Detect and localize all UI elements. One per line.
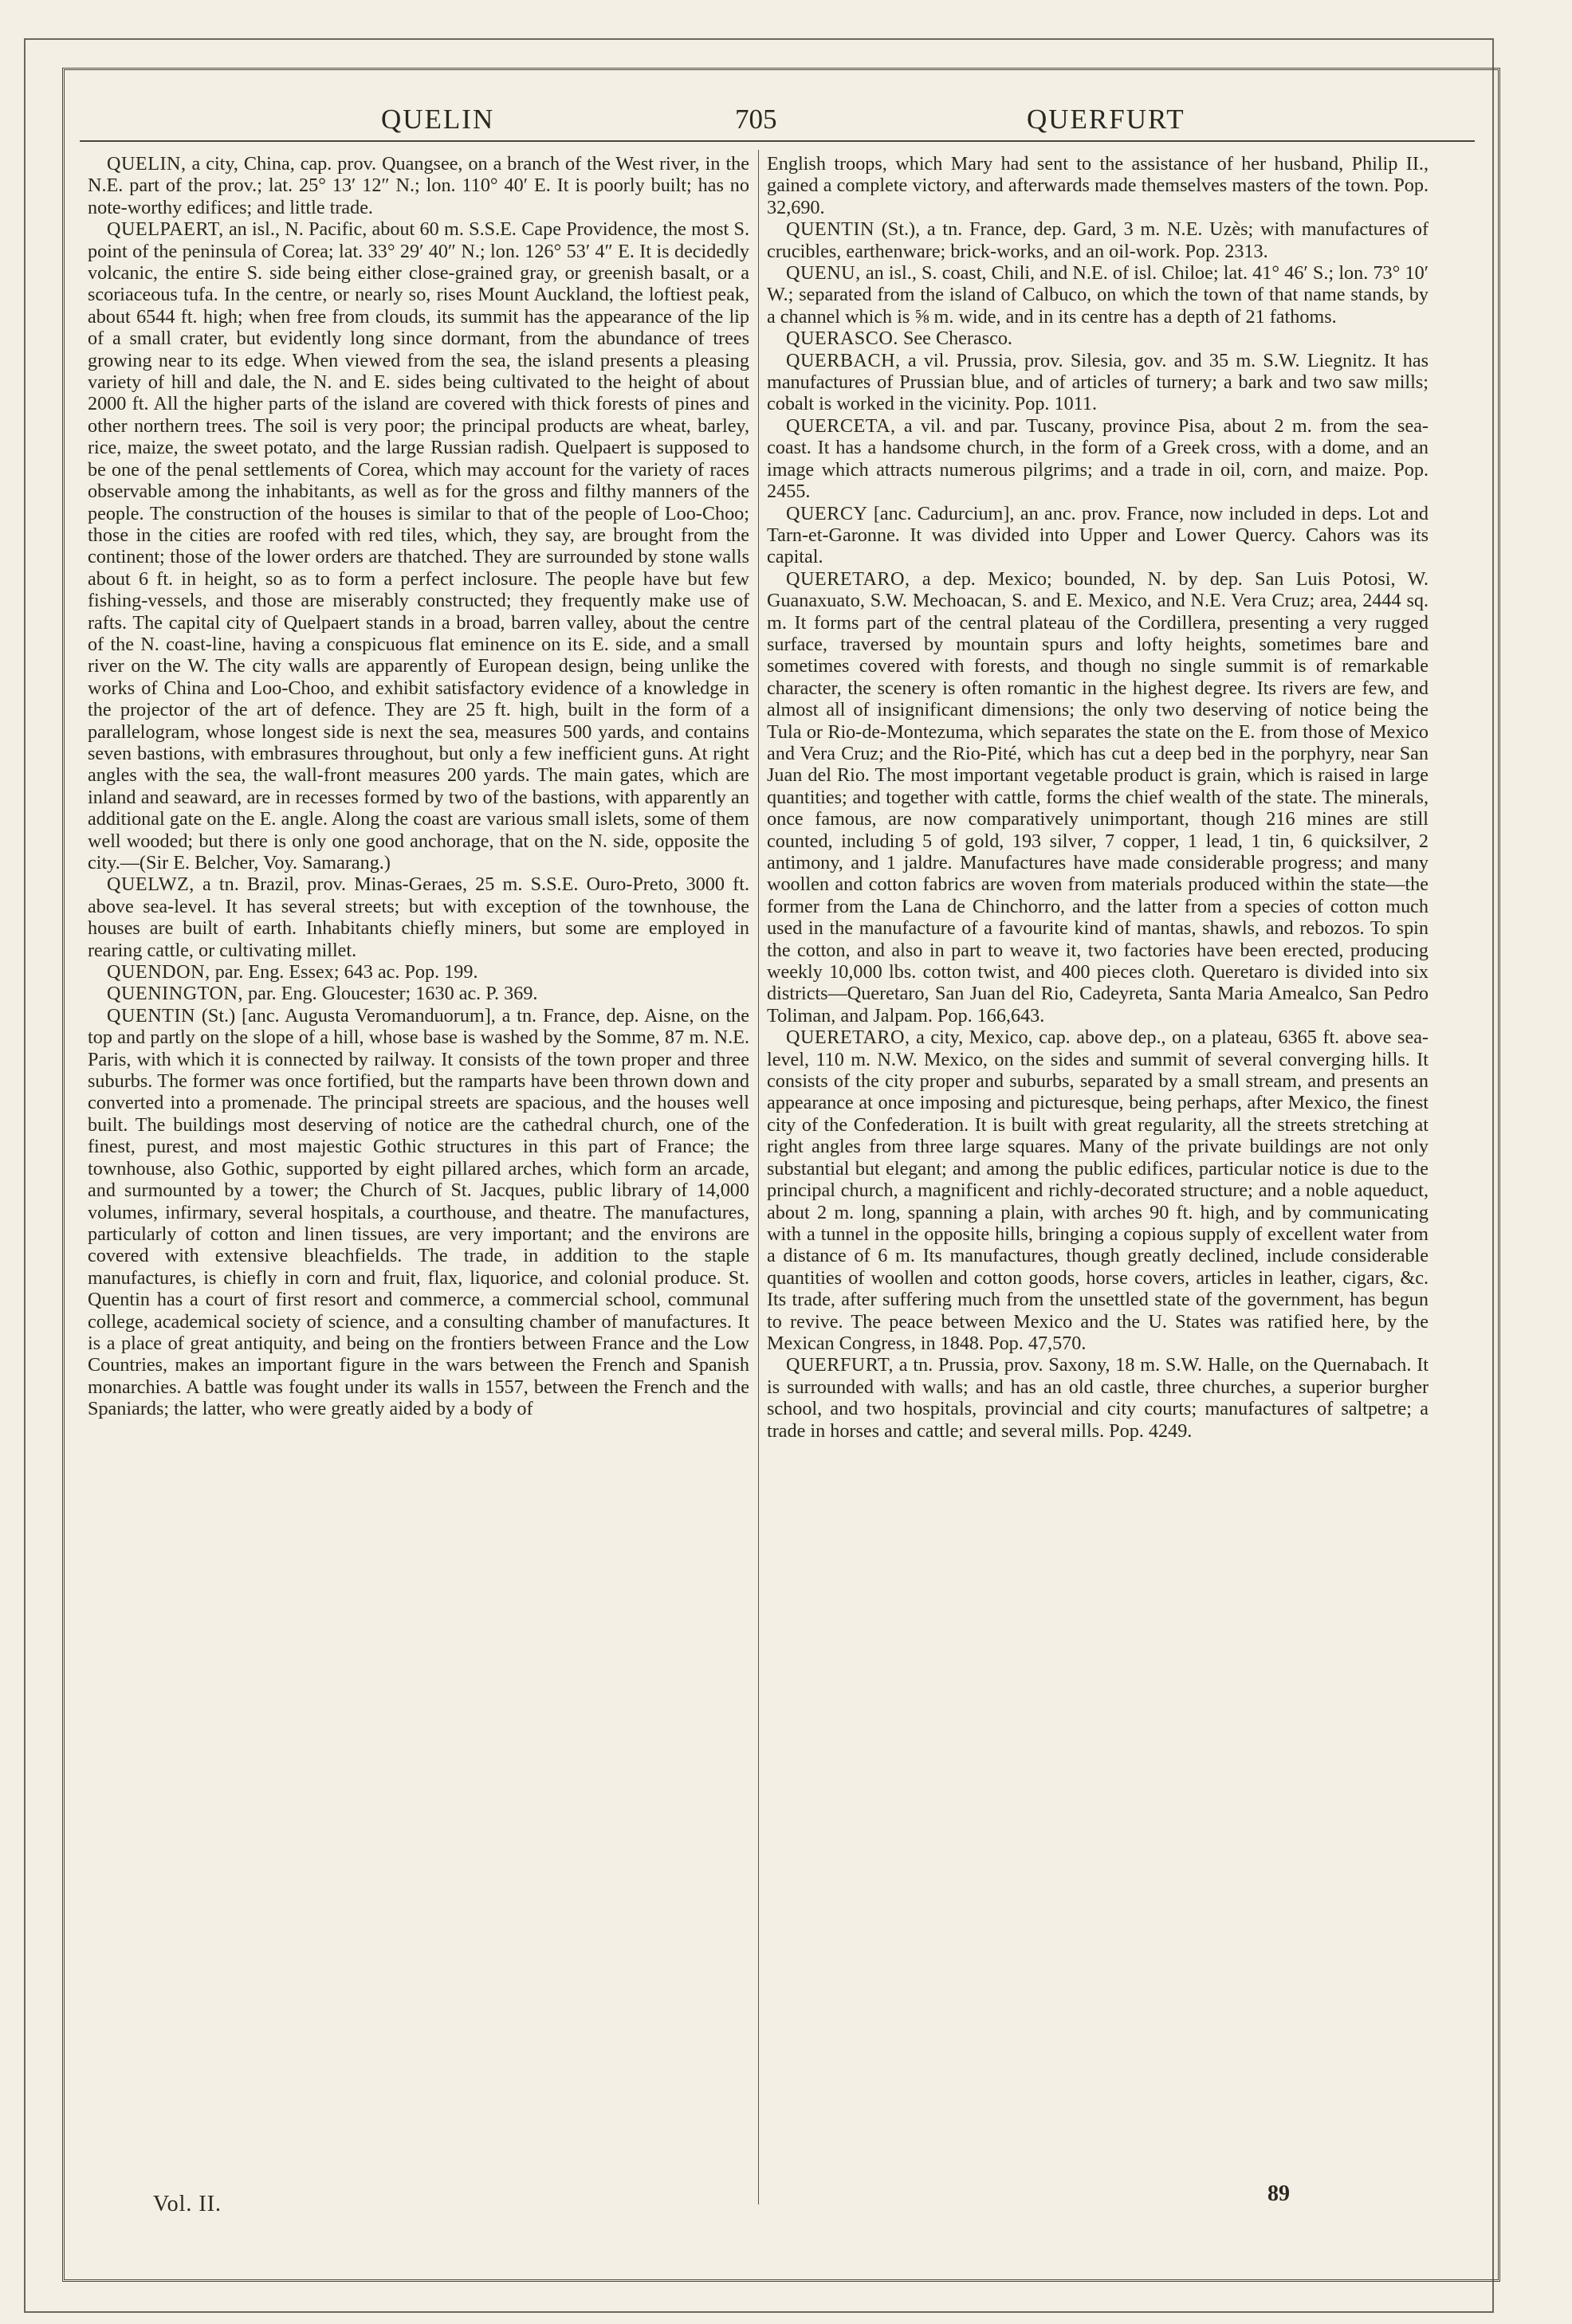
- entry-text: See Cherasco.: [898, 328, 1012, 350]
- gazetteer-entry: [767, 1354, 1429, 1442]
- header-left-headword: QUELIN: [381, 104, 495, 135]
- gazetteer-entry: [767, 328, 1429, 349]
- entry-headword: QUERETARO,: [786, 1027, 910, 1049]
- gazetteer-entry: [88, 873, 749, 961]
- entry-text: par. Eng. Gloucester; 1630 ac. P. 369.: [243, 983, 538, 1005]
- gazetteer-entry: [767, 503, 1429, 568]
- gazetteer-entry: [767, 350, 1429, 415]
- column-divider: [758, 150, 759, 2204]
- entry-text: a city, Mexico, cap. above dep., on a plateau, 6365 ft. above sea-level, 110 m. N.W. Mexico, on the sides and summit of several converging hills. It consists of the city proper and suburbs, separated by a small stream, and presents an appearance at once imposing and picturesque, being perhaps, after Mexico, the finest city of the Confederation. It is built with great regularity, all the streets stretching at right angles from three large squares. Many of the private buildings are not only substantial but elegant; and among the public edifices, particular notice is due to the principal church, a magnificent and richly-decorated structure; and a noble aqueduct, about 2 m. long, spanning a plain, with arches 90 ft. high, and by communicating with a tunnel in the opposite hills, bringing a copious supply of excellent water from a distance of 6 m. Its manufactures, though greatly declined, include considerable quantities of woollen and cotton goods, horse covers, articles in leather, cigars, &c. Its trade, after suffering much from the unsettled state of the government, has begun to revive. The peace between Mexico and the U. States was ratified here, by the Mexican Congress, in 1848. Pop. 47,570.: [767, 1027, 1429, 1354]
- left-column: [88, 153, 749, 2193]
- entry-headword: QUERETARO,: [786, 567, 910, 590]
- entry-headword: QUELIN,: [107, 153, 187, 175]
- entry-text: a vil. and par. Tuscany, province Pisa, about 2 m. from the sea-coast. It has a handsome church, in the form of a Greek cross, with a dome, and an image which attracts numerous pilgrims; and a trade in oil, corn, and maize. Pop. 2455.: [767, 414, 1429, 503]
- entry-text: a city, China, cap. prov. Quangsee, on a branch of the West river, in the N.E. part of the prov.; lat. 25° 13′ 12″ N.; lon. 110° 40′ E. It is poorly built; has no note-worthy edifices; and little trade.: [88, 153, 749, 218]
- gazetteer-entry: [88, 153, 749, 218]
- gazetteer-entry: [767, 153, 1429, 218]
- gazetteer-entry: [88, 961, 749, 983]
- entry-text: par. Eng. Essex; 643 ac. Pop. 199.: [210, 961, 478, 983]
- entry-headword: QUENTIN: [107, 1004, 195, 1027]
- entry-headword: QUERFURT,: [786, 1354, 894, 1376]
- running-header: [80, 94, 1475, 142]
- gazetteer-entry: [767, 262, 1429, 328]
- header-rule: [80, 140, 1475, 142]
- page-number: 705: [735, 104, 777, 135]
- entry-headword: QUERBACH,: [786, 349, 901, 371]
- entry-text: English troops, which Mary had sent to the assistance of her husband, Philip II., gained a complete victory, and afterwards made themselves masters of the town. Pop. 32,690.: [767, 153, 1429, 218]
- gazetteer-entry: [767, 218, 1429, 262]
- entry-text: (St.) [anc. Augusta Veromanduorum], a tn. France, dep. Aisne, on the top and partly on the slope of a hill, whose base is washed by the Somme, 87 m. N.E. Paris, with which it is connected by railway. It consists of the town proper and three suburbs. The former was once fortified, but the ramparts have been thrown down and converted into a promenade. The principal streets are spacious, and the houses well built. The buildings most deserving of notice are the cathedral church, one of the finest, purest, and most majestic Gothic structures in this part of France; the townhouse, also Gothic, supported by eight pillared arches, which form an arcade, and surmounted by a tower; the Church of St. Jacques, public library of 14,000 volumes, infirmary, several hospitals, a courthouse, and theatre. The manufactures, particularly of cotton and linen tissues, are very important; and the environs are covered with extensive bleachfields. The trade, in addition to the staple manufactures, is chiefly in corn and fruit, flax, liquorice, and colonial produce. St. Quentin has a court of first resort and commerce, a commercial school, communal college, academical society of science, and a consulting chamber of manufactures. It is a place of great antiquity, and being on the frontiers between France and the Low Countries, makes an important figure in the wars between the French and Spanish monarchies. A battle was fought under its walls in 1557, between the French and the Spaniards; the latter, who were greatly aided by a body of: [88, 1004, 749, 1420]
- entry-headword: QUELPAERT,: [107, 218, 224, 241]
- entry-headword: QUERASCO.: [786, 328, 898, 350]
- entry-text: a tn. Brazil, prov. Minas-Geraes, 25 m. S.S.E. Ouro-Preto, 3000 ft. above sea-level. It has several streets; but with exception of the townhouse, the houses are built of earth. Inhabitants chiefly miners, but some are employed in rearing cattle, or cultivating millet.: [88, 873, 749, 961]
- entry-headword: QUENDON,: [107, 961, 210, 983]
- gazetteer-entry: [88, 983, 749, 1004]
- gazetteer-entry: [88, 1005, 749, 1420]
- entry-text: a vil. Prussia, prov. Silesia, gov. and 35 m. S.W. Liegnitz. It has manufactures of Prussian blue, and of articles of turnery; a bark and two saw mills; cobalt is worked in the vicinity. Pop. 1011.: [767, 349, 1429, 415]
- entry-headword: QUENTIN: [786, 218, 874, 241]
- right-column: [767, 153, 1429, 2193]
- gazetteer-entry: [767, 415, 1429, 503]
- entry-headword: QUERCETA,: [786, 414, 896, 437]
- signature-mark: 89: [1267, 2181, 1290, 2206]
- entry-text: [anc. Cadurcium], an anc. prov. France, now included in deps. Lot and Tarn-et-Garonne. It was divided into Upper and Lower Quercy. Cahors was its capital.: [767, 502, 1429, 568]
- entry-text: (St.), a tn. France, dep. Gard, 3 m. N.E. Uzès; with manufactures of crucibles, earthenware; brick-works, and an oil-work. Pop. 2313.: [767, 218, 1429, 262]
- gazetteer-entry: [767, 1027, 1429, 1354]
- header-right-headword: QUERFURT: [1027, 104, 1185, 135]
- entry-headword: QUENU,: [786, 262, 861, 285]
- entry-headword: QUERCY: [786, 502, 868, 524]
- entry-text: a tn. Prussia, prov. Saxony, 18 m. S.W. Halle, on the Quernabach. It is surrounded with walls; and has an old castle, three churches, a superior burgher school, and two hospitals, provincial and city courts; manufactures of saltpetre; a trade in horses and cattle; and several mills. Pop. 4249.: [767, 1354, 1429, 1442]
- entry-text: an isl., N. Pacific, about 60 m. S.S.E. Cape Providence, the most S. point of the peninsula of Corea; lat. 33° 29′ 40″ N.; lon. 126° 53′ 4″ E. It is decidedly volcanic, the entire S. side being either close-grained gray, or greenish basalt, or a scoriaceous tufa. In the centre, or nearly so, rises Mount Auckland, the loftiest peak, about 6544 ft. high; when free from clouds, its summit has the appearance of the lip of a small crater, but evidently long since dormant, from the abundance of trees growing near to its edge. When viewed from the sea, the island presents a pleasing variety of hill and dale, the N. and E. sides being cultivated to the height of about 2000 ft. All the higher parts of the island are covered with thick forests of pines and other northern trees. The soil is very poor; the principal products are wheat, barley, rice, maize, the sweet potato, and the large Russian radish. Quelpaert is supposed to be one of the penal settlements of Corea, which may account for the variety of races observable among the inhabitants, as well as for the gross and filthy manners of the people. The construction of the houses is similar to that of the people of Loo-Choo; those in the cities are roofed with red tiles, which, they say, are brought from the continent; those of the lower orders are thatched. They are surrounded by stone walls about 6 ft. in height, so as to form a perfect inclosure. The people have but few fishing-vessels, and those are miserably constructed; they frequently make use of rafts. The capital city of Quelpaert stands in a broad, barren valley, about the centre of the N. coast-line, having a conspicuous flat eminence on its E. side, and a small river on the W. The city walls are apparently of European design, being unlike the works of China and Loo-Choo, and exhibit satisfactory evidence of a knowledge in the projector of the art of defence. They are 25 ft. high, built in the form of a parallelogram, whose longest side is next the sea, measures 500 yards, and contains seven bastions, with embrasures throughout, but only a few inefficient guns. At right angles with the sea, the wall-front measures 200 yards. The main gates, which are inland and seaward, are in recesses formed by two of the bastions, with apparently an additional gate on the E. angle. Along the coast are various small islets, some of them well wooded; but there is only one good anchorage, that on the N. side, opposite the city.—(Sir E. Belcher, Voy. Samarang.): [88, 218, 749, 873]
- volume-label: Vol. II.: [153, 2192, 222, 2216]
- entry-text: an isl., S. coast, Chili, and N.E. of isl. Chiloe; lat. 41° 46′ S.; lon. 73° 10′ W.; separated from the island of Calbuco, on which the town of that name stands, by a channel which is ⅝ m. wide, and in its centre has a depth of 21 fathoms.: [767, 262, 1429, 328]
- gazetteer-entry: [88, 218, 749, 873]
- entry-headword: QUENINGTON,: [107, 983, 243, 1005]
- entry-text: a dep. Mexico; bounded, N. by dep. San Luis Potosi, W. Guanaxuato, S.W. Mechoacan, S. and E. Mexico, and N.E. Vera Cruz; area, 2444 sq. m. It forms part of the central plateau of the Cordillera, presenting a very rugged surface, traversed by mountain spurs and lofty heights, sometimes bare and sometimes covered with forests, and though no single summit is of remarkable character, the scenery is often romantic in the highest degree. Its rivers are few, and almost all of insignificant dimensions; the only two deserving of notice being the Tula or Rio-de-Montezuma, which separates the state on the E. from those of Mexico and Vera Cruz; and the Rio-Pité, which has cut a deep bed in the porphyry, near San Juan del Rio. The most important vegetable product is grain, which is raised in large quantities; and together with cattle, forms the chief wealth of the state. The minerals, once famous, are now comparatively unimportant, though 216 mines are still counted, including 5 of gold, 193 silver, 7 copper, 1 lead, 1 tin, 6 quicksilver, 2 antimony, and 1 jaldre. Manufactures have made considerable progress; and many woollen and cotton fabrics are woven from materials produced within the state—the former from the Lana de Chinchorro, and the latter from a species of cotton much used in the manufacture of a favourite kind of mantas, shawls, and rebozos. To spin the cotton, and also in part to weave it, two factories have been erected, producing weekly 10,000 lbs. cotton twist, and 400 pieces cloth. Queretaro is divided into six districts—Queretaro, San Juan del Rio, Cadeyreta, Santa Maria Amealco, San Pedro Toliman, and Jalpam. Pop. 166,643.: [767, 567, 1429, 1027]
- gazetteer-entry: [767, 568, 1429, 1027]
- entry-headword: QUELWZ,: [107, 873, 195, 896]
